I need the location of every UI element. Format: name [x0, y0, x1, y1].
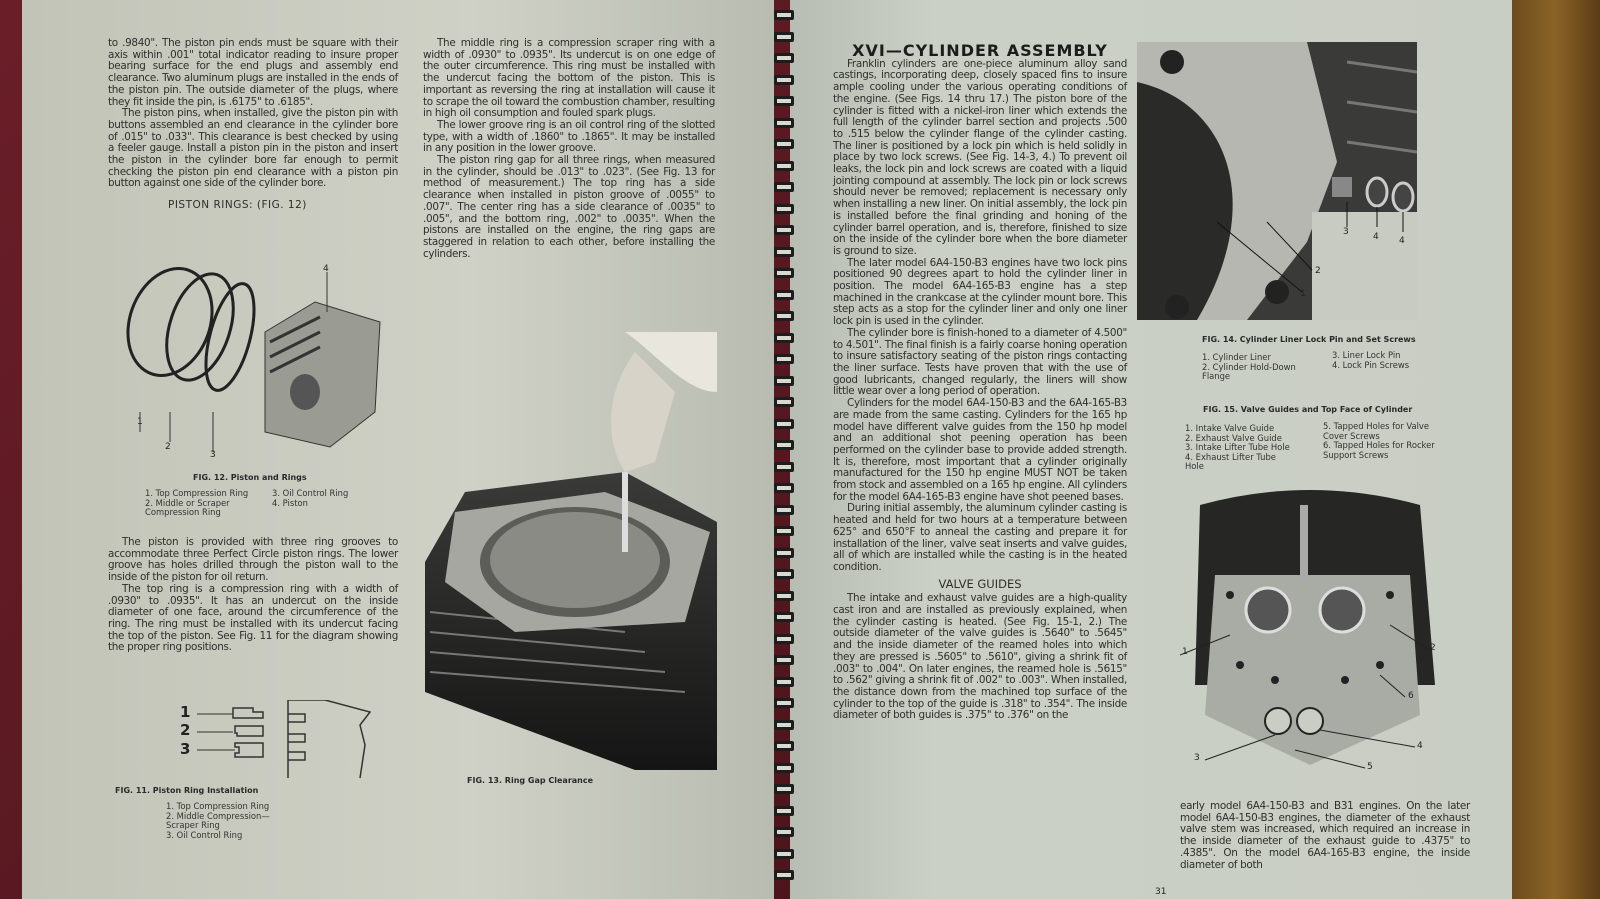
legend-item: 1. Top Compression Ring	[145, 488, 249, 498]
piston-rings-illustration	[115, 262, 390, 462]
spiral-coil	[774, 612, 794, 622]
left-column-1-bottom	[108, 537, 398, 654]
cylinder-liner-photo	[1137, 42, 1417, 320]
paragraph: Franklin cylinders are one-piece aluminum alloy sand castings, incorporating deep, closely spaced fins to insure ample cooling under the various operating conditions of the engine. (See Figs. 14 thru 17.) The piston bore of the cylinder is fitted with a nickel-iron liner which extends the full length of the cylinder barrel section and projects .500 to .515 below the cylinder flange of the cylinder casting. The liner is positioned by a lock pin which is held solidly in place by two lock screws. (See Fig. 14-3, 4.) To prevent oil leaks, the lock pin and lock screws are coated with a liquid jointing compound at assembly. The lock pin or lock screws should never be removed; replacement is necessary only when installing a new liner. On initial assembly, the lock pin is installed before the final grinding and honing of the cylinder barrel operation, and is, therefore, finished to size on the inside of the cylinder bore when the bore diameter is ground to size.	[833, 57, 1127, 257]
spiral-coil	[774, 354, 794, 364]
legend-item: 1. Top Compression Ring	[166, 801, 270, 811]
spiral-coil	[774, 505, 794, 515]
callout-5: 5	[1367, 762, 1373, 772]
chapter-title: XVI—CYLINDER ASSEMBLY	[852, 41, 1108, 60]
spiral-coil	[774, 32, 794, 42]
spiral-coil	[774, 720, 794, 730]
callout-3: 3	[210, 450, 216, 460]
callout-2: 2	[180, 721, 191, 739]
fig14-legend-col1	[1202, 353, 1322, 382]
paragraph: The piston ring gap for all three rings, when measured in the cylinder, should be .013" to .023". (See Fig. 13 for method of measurement.) The top ring has a side clearance when installed in piston groove of .0055" to .007". The center ring has a side clearance of .0035" to .005", and the bottom ring, .002" to .0035". When the pistons are installed on the engine, the ring gaps are staggered in relation to each other, before installing the cylinders.	[423, 154, 715, 260]
background-wood	[1510, 0, 1600, 899]
spiral-coil	[774, 161, 794, 171]
spiral-coil	[774, 268, 794, 278]
spiral-coil	[774, 483, 794, 493]
callout-4: 4	[323, 264, 329, 274]
ring-gap-photo	[425, 332, 717, 770]
fig12-legend-col1	[145, 489, 265, 518]
legend-item: 3. Oil Control Ring	[166, 829, 243, 840]
paragraph: The middle ring is a compression scraper ring with a width of .0930" to .0935". Its undercut is on one edge of the outer circumference. This ring must be installed with the undercut facing the bottom of the piston. This is important as reversing the ring at installation will cause it to scrape the oil toward the combustion chamber, resulting in high oil consumption and fouled spark plugs.	[423, 37, 715, 120]
spiral-coil	[774, 784, 794, 794]
fig15-caption: FIG. 15. Valve Guides and Top Face of Cylinder	[1203, 405, 1413, 414]
fig14-legend-col2	[1332, 351, 1409, 370]
callout-3: 3	[1343, 227, 1349, 237]
spiral-coil	[774, 827, 794, 837]
legend-item: 1. Intake Valve Guide	[1185, 423, 1275, 433]
left-column-1-top	[108, 38, 398, 218]
spiral-coil	[774, 591, 794, 601]
paragraph: The piston pins, when installed, give the piston pin with buttons assembled an end clearance in the cylinder bore of .015" to .033". This clearance is best checked by using a feeler gauge. Install a piston pin in the piston and insert the piston in the cylinder bore far enough to permit checking the piston pin end clearance with a piston pin button against one side of the cylinder bore.	[108, 107, 398, 190]
spiral-coil	[774, 763, 794, 773]
legend-item: 3. Liner Lock Pin	[1332, 350, 1401, 360]
callout-4: 4	[1417, 741, 1423, 751]
paragraph: early model 6A4-150-B3 and B31 engines. On the later model 6A4-150-B3 engines, the diameter of the exhaust valve stem was increased, which required an increase in the inside diameter of the exhaust guide to .4375" to .4385". On the model 6A4-165-B3 engine, the inside diameter of both	[1180, 800, 1470, 871]
callout-1: 1	[1182, 647, 1188, 657]
spiral-binding	[770, 10, 798, 890]
callout-1: 1	[137, 417, 143, 427]
spiral-coil	[774, 698, 794, 708]
fig11-legend	[166, 802, 276, 840]
spiral-coil	[774, 870, 794, 880]
fig12-caption: FIG. 12. Piston and Rings	[193, 473, 307, 482]
spiral-coil	[774, 75, 794, 85]
callout-6: 6	[1408, 691, 1414, 701]
paragraph: During initial assembly, the aluminum cylinder casting is heated and held for two hours at a temperature between 625° and 650°F to anneal the casting and prepare it for installation of the liner, valve seat inserts and valve guides, all of which are installed while the casting is in the heated condition.	[833, 502, 1127, 573]
paragraph: Cylinders for the model 6A4-150-B3 and the 6A4-165-B3 are made from the same casting. Cylinders for the 165 hp model have different valve guides from the 150 hp model and an additional shot peening operation has been performed on the cylinder base to provide added strength. It is, therefore, most important that a cylinder originally manufactured for the 150 hp engine MUST NOT be taken from stock and assembled on a 165 hp engine. All cylinders for the model 6A4-165-B3 engine have shot peened bases.	[833, 397, 1127, 503]
callout-2: 2	[1430, 643, 1436, 653]
fig13-caption: FIG. 13. Ring Gap Clearance	[467, 776, 594, 785]
legend-item: 3. Oil Control Ring	[272, 488, 349, 498]
spiral-coil	[774, 419, 794, 429]
cylinder-top-photo	[1180, 485, 1450, 785]
spiral-coil	[774, 53, 794, 63]
legend-item: 2. Cylinder Hold-Down Flange	[1202, 361, 1296, 381]
legend-item: 2. Middle or Scraper Compression Ring	[145, 497, 230, 517]
spiral-coil	[774, 118, 794, 128]
spiral-coil	[774, 849, 794, 859]
fig15-legend-col1	[1185, 424, 1315, 472]
spiral-coil	[774, 333, 794, 343]
fig11-caption: FIG. 11. Piston Ring Installation	[115, 786, 259, 795]
spiral-coil	[774, 462, 794, 472]
spiral-coil	[774, 526, 794, 536]
right-column-2-continuation	[1180, 801, 1470, 871]
legend-item: 3. Intake Lifter Tube Hole	[1185, 442, 1290, 452]
callout-2: 2	[1315, 266, 1321, 276]
right-column-1	[833, 41, 1127, 722]
spiral-coil	[774, 548, 794, 558]
spiral-coil	[774, 311, 794, 321]
spiral-coil	[774, 247, 794, 257]
spiral-coil	[774, 182, 794, 192]
paragraph: The cylinder bore is finish-honed to a diameter of 4.500" to 4.501". The final finish is a fairly coarse honing operation to insure satisfactory seating of the piston rings contacting the liner surface. Tests have proven that with the use of good lubricants, changed regularly, the liners will show little wear over a long period of operation.	[833, 326, 1127, 398]
spiral-coil	[774, 290, 794, 300]
callout-2: 2	[165, 442, 171, 452]
spiral-coil	[774, 655, 794, 665]
callout-3: 3	[1194, 753, 1200, 763]
legend-item: 5. Tapped Holes for Valve Cover Screws	[1323, 421, 1430, 441]
spiral-coil	[774, 741, 794, 751]
legend-item: 2. Middle Compression— Scraper Ring	[166, 810, 270, 830]
spiral-coil	[774, 634, 794, 644]
callout-3: 3	[180, 740, 191, 758]
legend-item: 4. Lock Pin Screws	[1332, 359, 1410, 370]
page-number: 31	[1155, 887, 1167, 897]
paragraph: The intake and exhaust valve guides are a high-quality cast iron and are installed as previously explained, when the cylinder casting is heated. (See Fig. 15-1, 2.) The outside diameter of the valve guides is .5640" to .5645" and the inside diameter of the reamed holes into which they are pressed is .5605" to .5610", giving a shrink fit of .003" to .004". On later engines, the reamed hole is .5615" to .562" giving a shrink fit of .002" to .003". When installed, the distance down from the machined top surface of the cylinder to the top of the guide is .318" to .354". The inside diameter of both guides is .375" to .376" on the	[833, 592, 1127, 722]
section-heading: PISTON RINGS: (FIG. 12)	[168, 199, 307, 212]
legend-item: 4. Exhaust Lifter Tube Hole	[1185, 451, 1276, 471]
spiral-coil	[774, 96, 794, 106]
spiral-coil	[774, 139, 794, 149]
spiral-coil	[774, 677, 794, 687]
section-heading: VALVE GUIDES	[938, 576, 1022, 591]
spiral-coil	[774, 225, 794, 235]
ring-installation-diagram	[175, 700, 385, 780]
paragraph: to .9840". The piston pin ends must be square with their axis within .001" total indicator reading to insure proper bearing surface for the end plugs and assembly end clearance. Two aluminum plugs are installed in the ends of the piston pin. The outside diameter of the plugs, where they fit inside the pin, is .6175" to .6185".	[108, 37, 398, 108]
callout-4: 4	[1399, 236, 1405, 246]
legend-item: 1. Cylinder Liner	[1202, 352, 1271, 362]
paragraph: The lower groove ring is an oil control ring of the slotted type, with a width of .1860" to .1865". It may be installed in any position in the lower groove.	[423, 118, 715, 155]
paragraph: The piston is provided with three ring grooves to accommodate three Perfect Circle piston rings. The lower groove has holes drilled through the piston wall to the inside of the piston for oil return.	[108, 536, 398, 584]
left-column-2	[423, 38, 715, 260]
callout-1: 1	[180, 703, 191, 721]
fig14-caption: FIG. 14. Cylinder Liner Lock Pin and Set Screws	[1202, 335, 1416, 344]
fig15-legend-col2	[1323, 422, 1443, 460]
spiral-coil	[774, 204, 794, 214]
paragraph: The later model 6A4-150-B3 engines have two lock pins positioned 90 degrees apart to hold the cylinder liner in position. The model 6A4-165-B3 engine has a step machined in the crankcase at the cylinder mount bore. This step acts as a stop for the cylinder liner and only one liner lock pin is used in the cylinder.	[833, 256, 1127, 328]
spiral-coil	[774, 806, 794, 816]
callout-1: 1	[1300, 289, 1306, 299]
spiral-coil	[774, 376, 794, 386]
callout-4: 4	[1373, 232, 1379, 242]
paragraph: The top ring is a compression ring with a width of .0930" to .0935". It has an undercut on the inside diameter of one face, around the circumference of the ring. The ring must be installed with its undercut facing the top of the piston. See Fig. 11 for the diagram showing the proper ring positions.	[108, 582, 398, 654]
spiral-coil	[774, 440, 794, 450]
legend-item: 4. Piston	[272, 497, 308, 508]
fig12-legend-col2	[272, 489, 348, 508]
spiral-coil	[774, 397, 794, 407]
spiral-coil	[774, 10, 794, 20]
legend-item: 2. Exhaust Valve Guide	[1185, 432, 1282, 443]
spiral-coil	[774, 569, 794, 579]
legend-item: 6. Tapped Holes for Rocker Support Screws	[1323, 440, 1435, 460]
